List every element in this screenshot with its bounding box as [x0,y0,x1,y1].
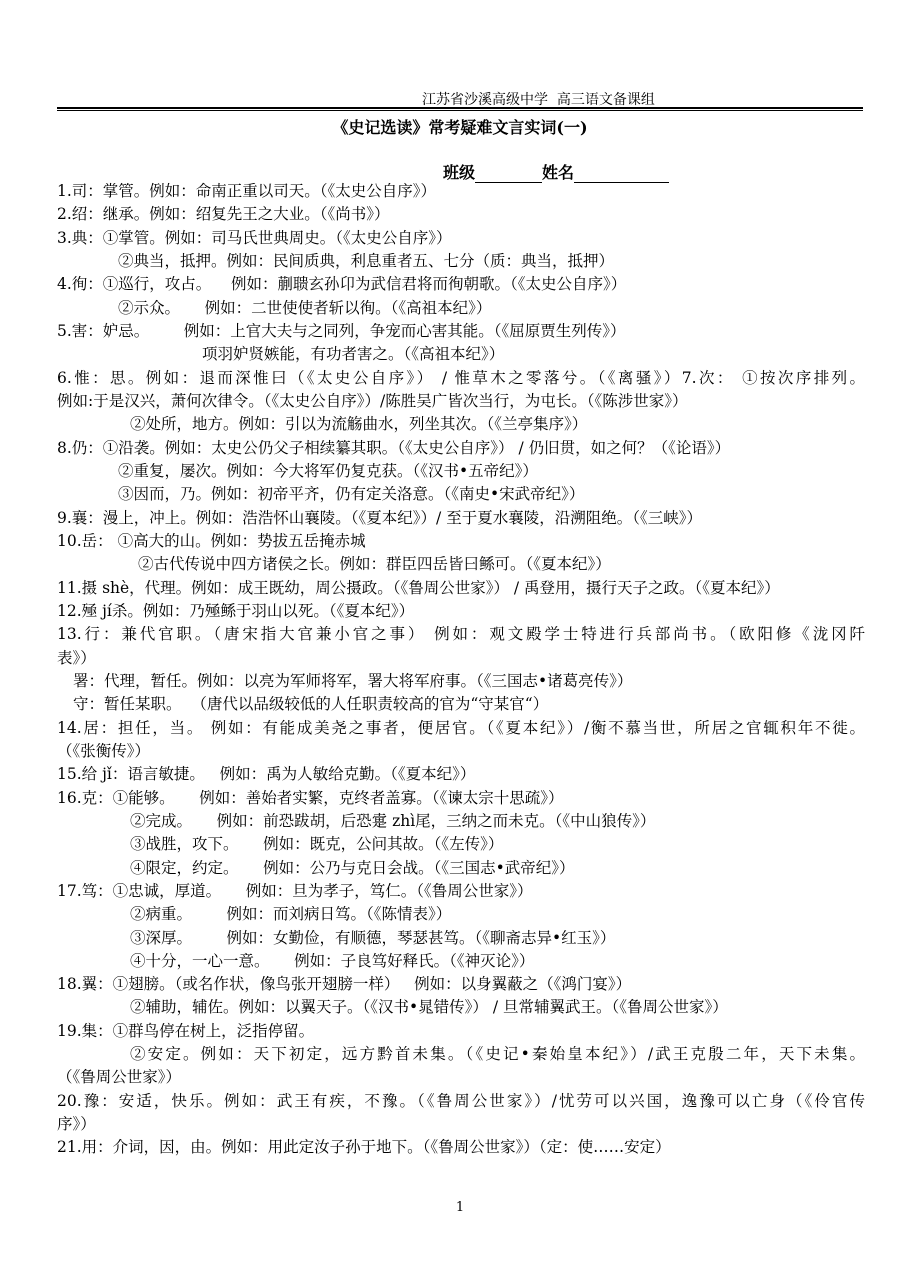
list-item: 11.摄 shè，代理。例如：成王既幼，周公摄政。（《鲁周公世家》） / 禹登用，摄行天子之政。（《夏本纪》） [57,578,780,597]
list-item: 6.惟：思。例如：退而深惟曰（《太史公自序》） / 惟草木之零落兮。（《离骚》）7.次： ①按次序排列。 [57,368,865,387]
list-item: ②典当，抵押。例如：民间质典，利息重者五、七分（质：典当，抵押） [118,251,615,270]
list-item: ②处所，地方。例如：引以为流觞曲水，列坐其次。（《兰亭集序》） [130,415,588,434]
list-item: ②病重。 例如：而刘病日笃。（《陈情表》） [130,905,452,924]
document-title: 《史记选读》常考疑难文言实词(一) [332,118,588,137]
page-number: 1 [455,1200,465,1215]
list-item: 3.典：①掌管。例如：司马氏世典周史。（《太史公自序》） [57,228,452,247]
list-item: ②辅助，辅佐。例如：以翼天子。（《汉书•晁错传》） / 旦常辅翼武王。（《鲁周公世家》） [130,998,728,1017]
list-item: 表》） [57,648,96,667]
list-item: 守：暂任某职。 （唐代以品级较低的人任职责较高的官为“守某官“） [73,695,549,714]
list-item: 13.行：兼代官职。（唐宋指大官兼小官之事） 例如：观文殿学士特进行兵部尚书。（欧阳修《泷冈阡 [57,625,865,644]
list-item: ②示众。 例如：二世使使者斩以徇。（《高祖本纪》） [118,298,492,317]
list-item: 1.司：掌管。例如：命南正重以司天。（《太史公自序》） [57,182,437,200]
list-item: 9.襄：漫上，冲上。例如：浩浩怀山襄陵。（《夏本纪》）/ 至于夏水襄陵，沿溯阻绝。（《三峡》） [57,508,702,527]
list-item: 14.居：担任，当。 例如：有能成美尧之事者，便居官。（《夏本纪》）/衡不慕当世，所居之官辄积年不徙。 [57,718,865,737]
list-item: 12.殛 jí杀。例如：乃殛鲧于羽山以死。（《夏本纪》） [57,601,415,620]
page-header: 江苏省沙溪高级中学 高三语文备课组 [422,92,655,108]
class-label: 班级 [443,163,476,182]
list-item: 5.害：妒忌。 例如：上官大夫与之同列，争宠而心害其能。（《屈原贾生列传》） [57,321,626,340]
list-item: 18.翼：①翅膀。（或名作状，像鸟张开翅膀一样） 例如：以身翼蔽之（《鸿门宴》） [57,975,632,994]
list-item: 16.克：①能够。 例如：善始者实繁，克终者盖寡。（《谏太宗十思疏》） [57,788,564,807]
list-item: 署：代理，暂任。例如：以亮为军师将军，署大将军府事。（《三国志•诸葛亮传》） [73,671,633,690]
list-item: （《张衡传》） [57,741,151,760]
list-item: （《鲁周公世家》） [57,1068,182,1087]
list-item: 2.绍：继承。例如：绍复先王之大业。（《尚书》） [57,205,390,224]
name-label: 姓名 [542,163,575,182]
list-item: 10.岳： ①高大的山。例如：势拔五岳掩赤城 [57,531,366,550]
list-item: 序》） [57,1115,96,1134]
list-item: 15.给 jǐ：语言敏捷。 例如：禹为人敏给克勤。（《夏本纪》） [57,765,476,784]
list-item: 8.仍：①沿袭。例如：太史公仍父子相续纂其职。（《太史公自序》） / 仍旧贯，如之何？（《论语》） [57,438,731,457]
list-item: ②完成。 例如：前恐跋胡，后恐疐 zhì尾，三纳之而未克。（《中山狼传》） [130,811,656,830]
list-item: ③战胜，攻下。 例如：既克，公问其故。（《左传》） [130,835,504,854]
header-divider [57,107,863,111]
list-item: ④十分，一心一意。 例如：子良笃好释氏。（《神灭论》） [130,951,535,970]
list-item: ③深厚。 例如：女勤俭，有顺德，琴瑟甚笃。（《聊斋志异•红玉》） [130,928,616,947]
list-item: 20.豫：安适，快乐。例如：武王有疾，不豫。（《鲁周公世家》）/忧劳可以兴国，逸豫可以亡身（《伶官传 [57,1091,865,1110]
list-item: 17.笃：①忠诚，厚道。 例如：旦为孝子，笃仁。（《鲁周公世家》） [57,881,533,900]
list-item: ③因而，乃。例如：初帝平齐，仍有定关洛意。（《南史•宋武帝纪》） [118,485,585,504]
list-item: ②安定。例如：天下初定，远方黔首未集。（《史记•秦始皇本纪》）/武王克殷二年，天下未集。 [130,1045,865,1064]
vocabulary-list [57,180,865,1160]
list-item: 例如:于是汉兴，萧何次律令。（《太史公自序》）/陈胜吴广皆次当行，为屯长。（《陈涉世家》） [57,391,688,410]
list-item: ②古代传说中四方诸侯之长。例如：群臣四岳皆曰鲧可。（《夏本纪》） [138,555,611,574]
list-item: 19.集：①群鸟停在树上，泛指停留。 [57,1021,315,1040]
list-item: ②重复，屡次。例如：今大将军仍复克获。（《汉书•五帝纪》） [118,461,538,480]
list-item: ④限定，约定。 例如：公乃与克日会战。（《三国志•武帝纪》） [130,858,575,877]
list-item: 4.徇：①巡行，攻占。 例如：蒯聩玄孙卬为武信君将而徇朝歌。（《太史公自序》） [57,275,627,294]
list-item: 项羽妒贤嫉能，有功者害之。（《高祖本纪》） [202,345,505,364]
list-item: 21.用：介词，因，由。例如：用此定汝子孙于地下。（《鲁周公世家》）（定：使……安定） [57,1138,671,1157]
